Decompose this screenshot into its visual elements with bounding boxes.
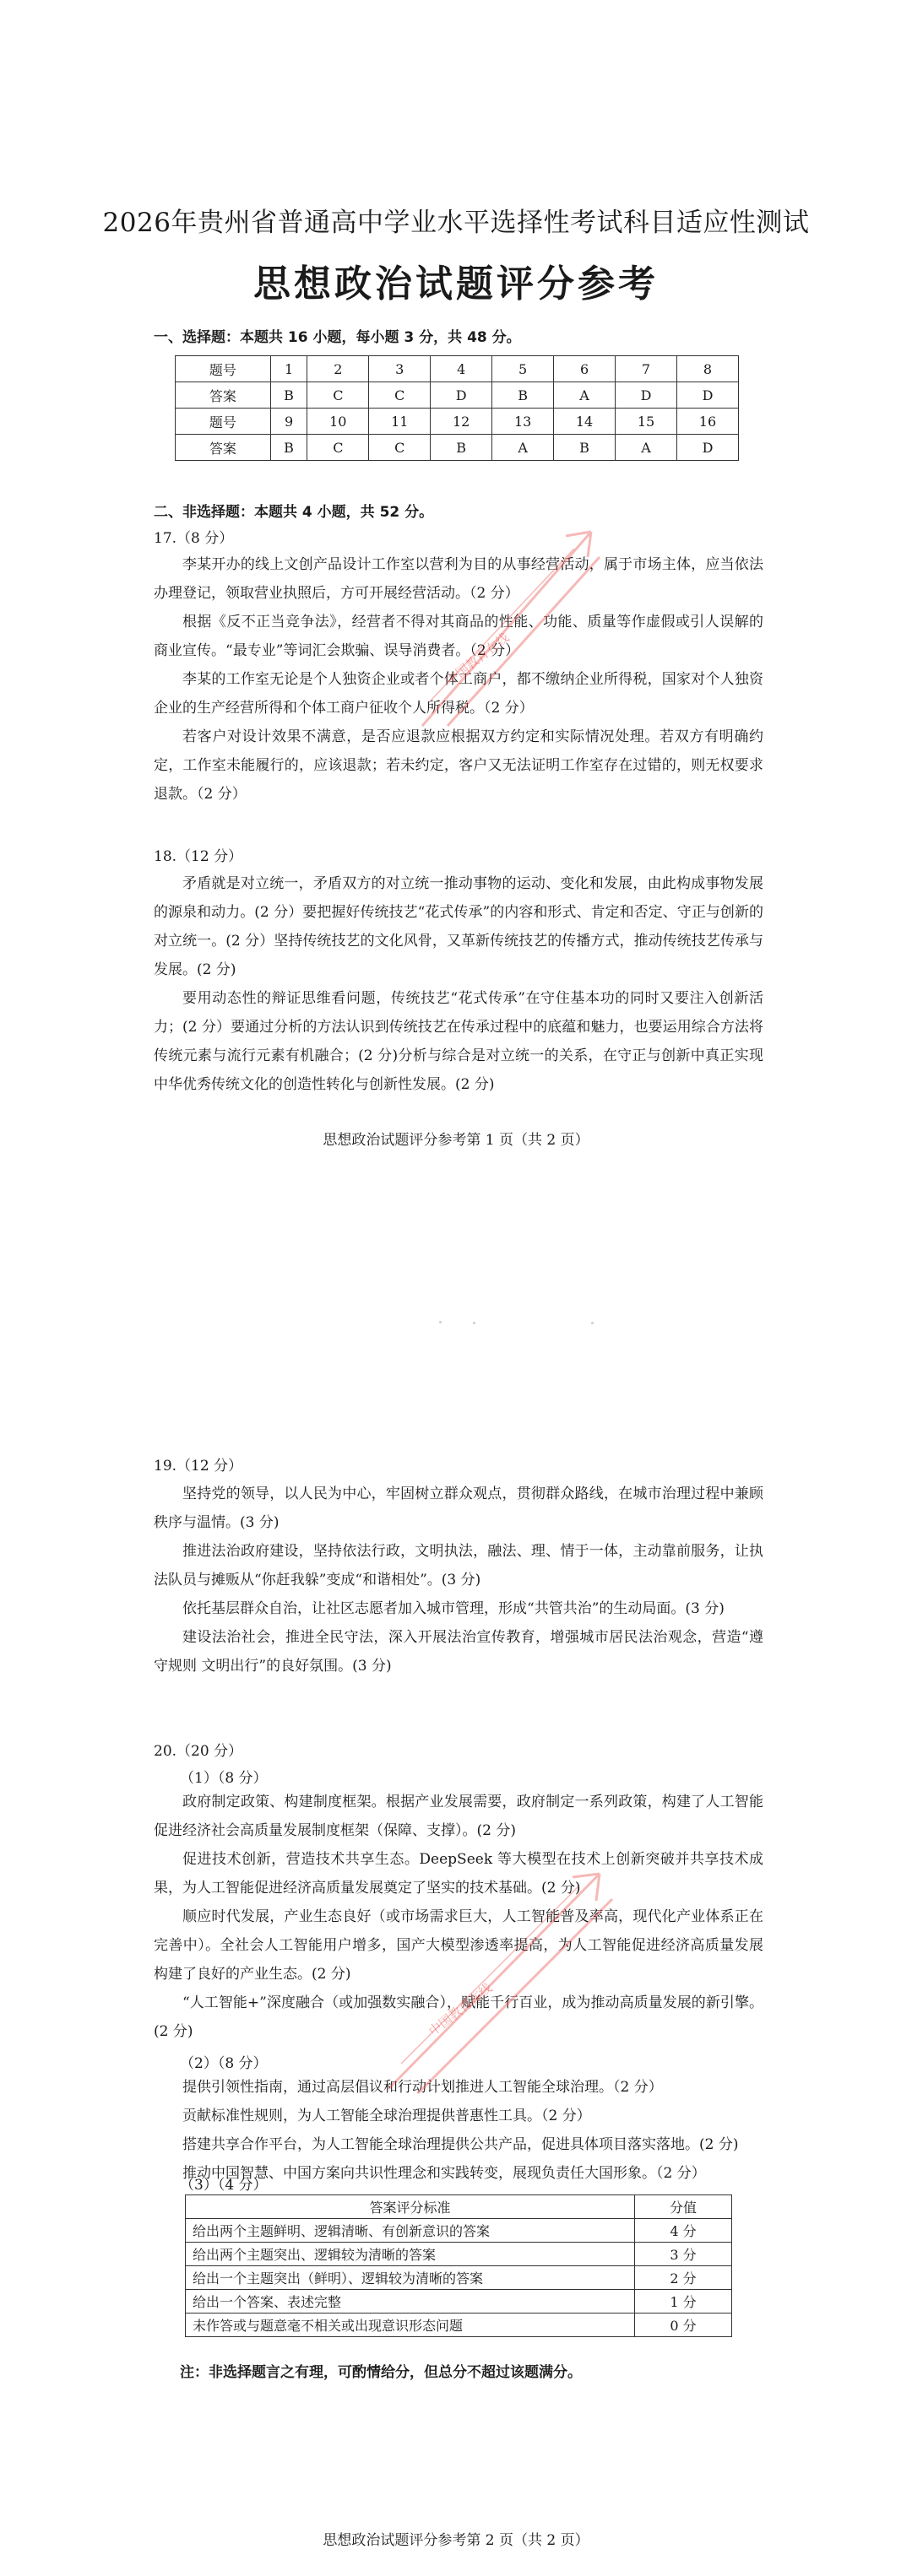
table-cell: 给出一个答案、表述完整	[186, 2290, 635, 2314]
scan-mark	[473, 1322, 475, 1324]
paragraph: 矛盾就是对立统一，矛盾双方的对立统一推动事物的运动、变化和发展，由此构成事物发展的源泉和动力。(2 分）要把握好传统技艺“花式传承”的内容和形式、肯定和否定、守正与创新的对立统一。(2 分）坚持传统技艺的文化风骨，又革新传统技艺的传播方式，推动传统技艺传承与发展。(2 分)	[154, 875, 763, 978]
scan-mark	[439, 1321, 442, 1323]
q18-answer	[154, 869, 763, 1099]
grading-note: 注：非选择题言之有理，可酌情给分，但总分不超过该题满分。	[180, 2364, 582, 2381]
paragraph: 李某开办的线上文创产品设计工作室以营利为目的从事经营活动，属于市场主体，应当依法办理登记，领取营业执照后，方可开展经营活动。（2 分）	[154, 556, 763, 602]
table-cell: 6	[554, 356, 616, 382]
table-row	[186, 2219, 732, 2243]
table-header-row	[186, 2195, 732, 2219]
table-cell: B	[270, 435, 307, 461]
q18-header: 18.（12 分）	[154, 848, 243, 865]
table-cell: D	[616, 382, 677, 409]
paragraph: 李某的工作室无论是个人独资企业或者个体工商户，都不缴纳企业所得税，国家对个人独资企业的生产经营所得和个体工商户征收个人所得税。（2 分）	[154, 671, 763, 717]
table-cell: 给出一个主题突出（鲜明）、逻辑较为清晰的答案	[186, 2266, 635, 2290]
table-cell: 8	[676, 356, 738, 382]
paragraph: “人工智能+”深度融合（或加强数实融合），赋能千行百业，成为推动高质量发展的新引擎。(2 分)	[154, 1994, 763, 2040]
q19-header: 19.（12 分）	[154, 1458, 243, 1475]
table-cell: 2	[307, 356, 369, 382]
paragraph: 坚持党的领导，以人民为中心，牢固树立群众观点，贯彻群众路线，在城市治理过程中兼顾秩序与温情。(3 分)	[154, 1486, 763, 1531]
table-cell: 答案	[176, 435, 271, 461]
table-cell: 2 分	[635, 2266, 732, 2290]
q20-part3-label: （3）（4 分）	[180, 2177, 268, 2194]
table-cell: 15	[616, 409, 677, 435]
table-cell: 4 分	[635, 2219, 732, 2243]
paragraph: 若客户对设计效果不满意，是否应退款应根据双方约定和实际情况处理。若双方有明确约定，工作室未能履行的，应该退款；若未约定，客户又无法证明工作室存在过错的，则无权要求退款。（2 分）	[154, 728, 763, 803]
paragraph: 建设法治社会，推进全民守法，深入开展法治宣传教育，增强城市居民法治观念，营造“遵守规则 文明出行”的良好氛围。(3 分)	[154, 1629, 763, 1675]
q17-header: 17.（8 分）	[154, 530, 234, 547]
table-cell: 10	[307, 409, 369, 435]
table-cell: B	[431, 435, 492, 461]
q20-part2-label: （2）（8 分）	[180, 2055, 268, 2072]
table-row	[176, 382, 739, 409]
table-cell: 答案	[176, 382, 271, 409]
paragraph: 推动中国智慧、中国方案向共识性理念和实践转变，展现负责任大国形象。（2 分）	[182, 2165, 706, 2182]
rubric-table	[185, 2194, 732, 2337]
watermark-text: 中国教育在线	[426, 1980, 496, 2039]
page2-footer: 思想政治试题评分参考第 2 页（共 2 页）	[323, 2532, 589, 2549]
table-cell: 11	[369, 409, 431, 435]
table-cell: 4	[431, 356, 492, 382]
table-cell: C	[307, 382, 369, 409]
paragraph: 提供引领性指南，通过高层倡议和行动计划推进人工智能全球治理。（2 分）	[182, 2079, 663, 2096]
table-header-cell: 分值	[635, 2195, 732, 2219]
table-header-cell: 答案评分标准	[186, 2195, 635, 2219]
table-cell: A	[492, 435, 554, 461]
table-cell: 7	[616, 356, 677, 382]
table-cell: D	[676, 435, 738, 461]
table-cell: 题号	[176, 356, 271, 382]
paragraph: 依托基层群众自治，让社区志愿者加入城市管理，形成“共管共治”的生动局面。(3 分)	[182, 1600, 725, 1617]
table-cell: C	[369, 435, 431, 461]
table-cell: 14	[554, 409, 616, 435]
table-row	[186, 2266, 732, 2290]
paragraph: 促进技术创新，营造技术共享生态。DeepSeek 等大模型在技术上创新突破并共享技术成果，为人工智能促进经济高质量发展奠定了坚实的技术基础。(2 分)	[154, 1851, 763, 1897]
table-cell: 16	[676, 409, 738, 435]
table-cell: 9	[270, 409, 307, 435]
paragraph: 政府制定政策、构建制度框架。根据产业发展需要，政府制定一系列政策，构建了人工智能促进经济社会高质量发展制度框架（保障、支撑）。(2 分)	[154, 1794, 763, 1839]
paragraph: 推进法治政府建设，坚持依法行政，文明执法，融法、理、情于一体，主动靠前服务，让执法队员与摊贩从“你赶我躲”变成“和谐相处”。(3 分)	[154, 1543, 763, 1588]
q19-answer	[154, 1480, 763, 1680]
q20-part2-answer	[154, 2073, 763, 2188]
table-cell: 给出两个主题鲜明、逻辑清晰、有创新意识的答案	[186, 2219, 635, 2243]
table-cell: A	[616, 435, 677, 461]
page1-footer: 思想政治试题评分参考第 1 页（共 2 页）	[323, 1132, 589, 1149]
paragraph: 顺应时代发展，产业生态良好（或市场需求巨大，人工智能普及率高，现代化产业体系正在完善中）。全社会人工智能用户增多，国产大模型渗透率提高，为人工智能促进经济高质量发展构建了良好的产业生态。(2 分)	[154, 1908, 763, 1983]
table-cell: 0 分	[635, 2314, 732, 2337]
table-row	[176, 435, 739, 461]
q20-part1-label: （1）（8 分）	[180, 1770, 268, 1787]
page-1	[0, 0, 912, 1199]
section1-heading: 一、选择题：本题共 16 小题，每小题 3 分，共 48 分。	[154, 329, 521, 346]
table-cell: 1 分	[635, 2290, 732, 2314]
document-title: 思想政治试题评分参考	[253, 262, 659, 306]
table-cell: B	[492, 382, 554, 409]
table-cell: C	[369, 382, 431, 409]
table-cell: 13	[492, 409, 554, 435]
paragraph: 要用动态性的辩证思维看问题，传统技艺“花式传承”在守住基本功的同时又要注入创新活力；(2 分）要通过分析的方法认识到传统技艺在传承过程中的底蕴和魅力，也要运用综合方法将传统元素与流行元素有机融合；(2 分)分析与综合是对立统一的关系，在守正与创新中真正实现中华优秀传统文化的创造性转化与创新性发展。(2 分)	[154, 990, 763, 1093]
table-cell: 3 分	[635, 2243, 732, 2266]
table-cell: D	[431, 382, 492, 409]
table-cell: 1	[270, 356, 307, 382]
table-cell: 未作答或与题意毫不相关或出现意识形态问题	[186, 2314, 635, 2337]
table-row	[176, 356, 739, 382]
table-cell: D	[676, 382, 738, 409]
answer-table	[175, 355, 739, 461]
paragraph: 贡献标准性规则，为人工智能全球治理提供普惠性工具。（2 分）	[182, 2108, 591, 2124]
table-cell: C	[307, 435, 369, 461]
scan-mark	[591, 1322, 594, 1324]
table-cell: B	[554, 435, 616, 461]
q20-header: 20.（20 分）	[154, 1743, 243, 1760]
table-cell: 题号	[176, 409, 271, 435]
table-row	[176, 409, 739, 435]
table-row	[186, 2243, 732, 2266]
table-row	[186, 2314, 732, 2337]
table-cell: 给出两个主题突出、逻辑较为清晰的答案	[186, 2243, 635, 2266]
table-cell: 12	[431, 409, 492, 435]
watermark-text: 中国教育在线	[442, 630, 513, 689]
paragraph: 搭建共享合作平台，为人工智能全球治理提供公共产品，促进具体项目落实落地。(2 分)	[182, 2136, 739, 2153]
paragraph: 根据《反不正当竞争法》，经营者不得对其商品的性能、功能、质量等作虚假或引人误解的商业宣传。“最专业”等词汇会欺骗、误导消费者。（2 分）	[154, 614, 763, 659]
table-cell: B	[270, 382, 307, 409]
table-row	[186, 2290, 732, 2314]
section2-heading: 二、非选择题：本题共 4 小题，共 52 分。	[154, 504, 434, 521]
table-cell: A	[554, 382, 616, 409]
table-cell: 3	[369, 356, 431, 382]
exam-title: 2026年贵州省普通高中学业水平选择性考试科目适应性测试	[102, 208, 810, 238]
table-cell: 5	[492, 356, 554, 382]
